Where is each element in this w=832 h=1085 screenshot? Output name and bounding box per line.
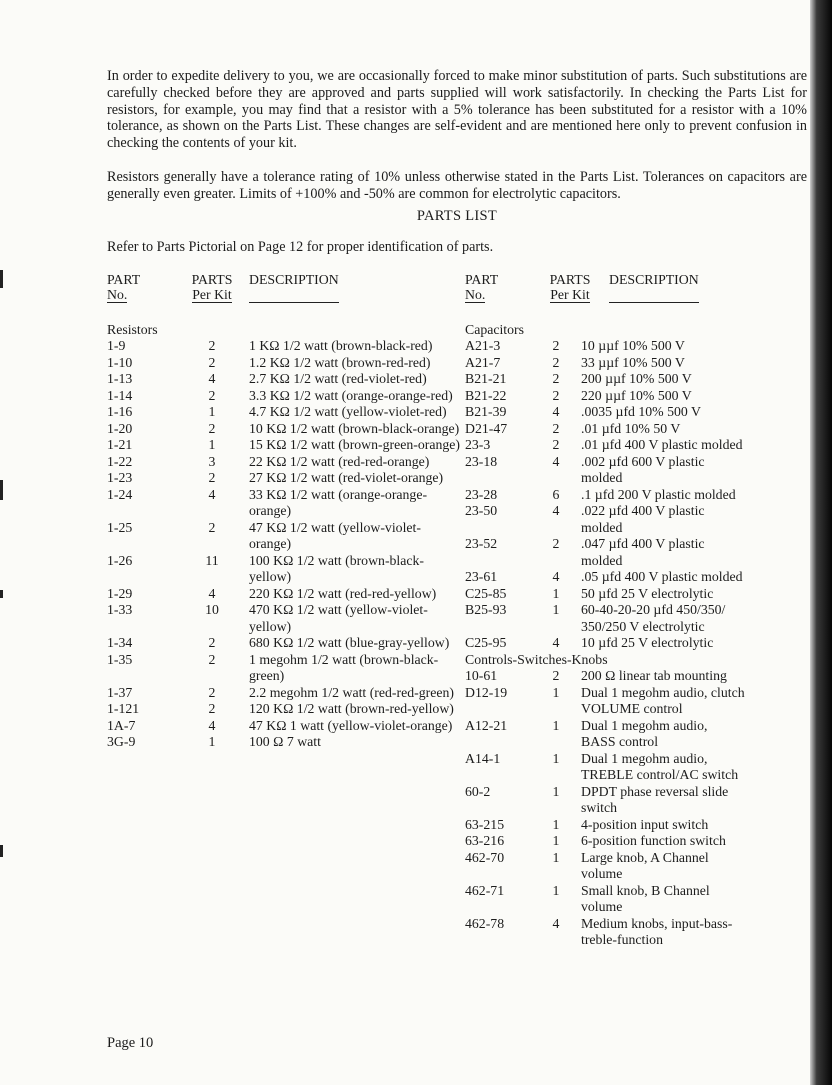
description: 1 megohm 1/2 watt (brown-black-green) <box>249 651 439 684</box>
description: 220 KΩ 1/2 watt (red-red-yellow) <box>249 585 437 601</box>
description-line: TREBLE control/AC switch <box>581 767 739 783</box>
parts-per-kit: 4 <box>552 404 560 420</box>
table-row <box>465 355 810 372</box>
scan-edge-shadow <box>810 0 832 1085</box>
scan-artifact <box>0 845 3 857</box>
description <box>581 883 810 916</box>
scan-artifact <box>0 270 3 288</box>
description-line: treble-function <box>581 932 663 948</box>
description-line: 220 µµf 10% 500 V <box>581 387 692 403</box>
part-number: 462-70 <box>465 849 505 865</box>
parts-per-kit: 2 <box>208 338 216 354</box>
parts-per-kit: 2 <box>552 338 560 354</box>
section-heading: Capacitors <box>465 321 525 337</box>
parts-per-kit: 2 <box>552 536 560 552</box>
description: 100 Ω 7 watt <box>249 734 321 750</box>
parts-per-kit: 4 <box>208 585 216 601</box>
parts-per-kit: 1 <box>552 783 560 799</box>
description <box>581 437 810 454</box>
description-line: 6-position function switch <box>581 833 726 849</box>
table-row <box>465 718 810 751</box>
description: 2.2 megohm 1/2 watt (red-red-green) <box>249 684 454 700</box>
parts-per-kit: 1 <box>552 882 560 898</box>
part-number: C25-85 <box>465 585 507 601</box>
table-row <box>465 784 810 817</box>
table-row <box>465 338 810 355</box>
table-row <box>107 652 462 685</box>
part-number: 23-28 <box>465 486 498 502</box>
parts-per-kit: 1 <box>552 750 560 766</box>
part-number: 1A-7 <box>107 717 136 733</box>
part-number: 462-78 <box>465 915 505 931</box>
table-row <box>465 635 810 652</box>
description-line: .002 µfd 600 V plastic <box>581 453 705 469</box>
table-row <box>107 701 462 718</box>
part-number: 1-23 <box>107 470 133 486</box>
description-line: .047 µfd 400 V plastic <box>581 536 705 552</box>
description-line: Dual 1 megohm audio, <box>581 717 708 733</box>
description <box>581 388 810 405</box>
description-line: molded <box>581 519 623 535</box>
part-number: 23-52 <box>465 536 498 552</box>
parts-per-kit: 2 <box>552 387 560 403</box>
parts-per-kit: 1 <box>552 602 560 618</box>
table-row <box>107 470 462 487</box>
description-line: DPDT phase reversal slide <box>581 783 729 799</box>
table-row <box>465 454 810 487</box>
parts-per-kit: 4 <box>552 453 560 469</box>
description-line: 10 µfd 25 V electrolytic <box>581 635 714 651</box>
table-row <box>465 586 810 603</box>
description: 3.3 KΩ 1/2 watt (orange-orange-red) <box>249 387 453 403</box>
table-row <box>107 520 462 553</box>
part-number: A14-1 <box>465 750 501 766</box>
control-rows <box>465 668 810 949</box>
part-number: 1-22 <box>107 453 133 469</box>
refer-note: Refer to Parts Pictorial on Page 12 for proper identification of parts. <box>107 238 494 255</box>
parts-per-kit: 1 <box>552 849 560 865</box>
parts-per-kit: 2 <box>208 387 216 403</box>
table-row <box>465 751 810 784</box>
part-number: 1-33 <box>107 602 133 618</box>
description: 470 KΩ 1/2 watt (yellow-violet-yellow) <box>249 602 428 634</box>
description: 10 KΩ 1/2 watt (brown-black-orange) <box>249 420 460 436</box>
part-number: 462-71 <box>465 882 505 898</box>
part-number: 1-26 <box>107 552 133 568</box>
section-resistors <box>107 322 462 751</box>
parts-per-kit: 2 <box>208 519 216 535</box>
part-number: 63-216 <box>465 833 505 849</box>
part-number: 1-14 <box>107 387 133 403</box>
parts-per-kit: 1 <box>208 437 216 453</box>
description-line: 350/250 V electrolytic <box>581 618 705 634</box>
section-heading: Controls-Switches-Knobs <box>465 651 608 667</box>
description: 100 KΩ 1/2 watt (brown-black-yellow) <box>249 552 425 585</box>
table-row <box>465 850 810 883</box>
parts-per-kit: 4 <box>552 915 560 931</box>
header-description: DESCRIPTION <box>609 272 699 303</box>
part-number: 23-18 <box>465 453 498 469</box>
table-row <box>107 437 462 454</box>
part-number: 1-9 <box>107 338 126 354</box>
description <box>581 784 810 817</box>
description-line: volume <box>581 899 623 915</box>
description <box>581 487 810 504</box>
part-number: 1-10 <box>107 354 133 370</box>
table-row <box>107 388 462 405</box>
part-number: 1-121 <box>107 701 140 717</box>
description <box>581 404 810 421</box>
header-part: PART No. <box>107 271 141 302</box>
description: 22 KΩ 1/2 watt (red-red-orange) <box>249 453 430 469</box>
description: 33 KΩ 1/2 watt (orange-orange-orange) <box>249 486 428 519</box>
part-number: 63-215 <box>465 816 505 832</box>
part-number: D12-19 <box>465 684 508 700</box>
part-number: B25-93 <box>465 602 507 618</box>
table-row <box>107 454 462 471</box>
table-row <box>107 635 462 652</box>
description-line: 50 µfd 25 V electrolytic <box>581 585 714 601</box>
table-row <box>465 685 810 718</box>
intro-paragraph-2: Resistors generally have a tolerance rating of 10% unless otherwise stated in the Parts List. Tolerances on capacitors are generally even greater. Limits of +100% and -50% are common for electrolytic capacitors. <box>107 168 807 202</box>
parts-per-kit: 4 <box>208 486 216 502</box>
table-row <box>107 553 462 586</box>
description <box>581 718 810 751</box>
description <box>581 635 810 652</box>
description <box>581 569 810 586</box>
parts-table <box>107 272 807 1012</box>
table-row <box>465 503 810 536</box>
description <box>581 355 810 372</box>
description: 47 KΩ 1/2 watt (yellow-violet-orange) <box>249 519 421 552</box>
description <box>581 850 810 883</box>
parts-per-kit: 6 <box>552 486 560 502</box>
table-row <box>465 437 810 454</box>
parts-per-kit: 1 <box>208 404 216 420</box>
description-line: .022 µfd 400 V plastic <box>581 503 705 519</box>
description <box>581 338 810 355</box>
part-number: 1-20 <box>107 420 133 436</box>
description-line: .05 µfd 400 V plastic molded <box>581 569 743 585</box>
description: 1 KΩ 1/2 watt (brown-black-red) <box>249 338 433 354</box>
description-line: BASS control <box>581 734 659 750</box>
parts-per-kit: 1 <box>552 833 560 849</box>
table-row <box>107 718 462 735</box>
description-line: 33 µµf 10% 500 V <box>581 354 685 370</box>
description <box>581 685 810 718</box>
table-row <box>107 685 462 702</box>
table-row <box>465 668 810 685</box>
table-row <box>107 734 462 751</box>
part-number: A21-3 <box>465 338 501 354</box>
part-number: B21-21 <box>465 371 507 387</box>
part-number: 23-61 <box>465 569 498 585</box>
table-row <box>465 371 810 388</box>
part-number: 1-25 <box>107 519 133 535</box>
description-line: 200 Ω linear tab mounting <box>581 668 727 684</box>
table-row <box>107 355 462 372</box>
table-row <box>465 817 810 834</box>
part-number: 1-34 <box>107 635 133 651</box>
description <box>581 817 810 834</box>
description <box>581 454 810 487</box>
description <box>581 371 810 388</box>
parts-per-kit: 4 <box>208 371 216 387</box>
header-part: PART No. <box>465 271 499 302</box>
description-line: Dual 1 megohm audio, <box>581 750 708 766</box>
part-number: 1-35 <box>107 651 133 667</box>
intro-paragraph-1: In order to expedite delivery to you, we are occasionally forced to make minor substitution of parts. Such substitutions are carefully checked before they are approved and parts supplied will work satisfactorily. In checking the Parts List for resistors, for example, you may find that a resistor with a 5% tolerance has been substituted for a resistor with a 10% tolerance, as shown on the Parts List. These changes are self-evident and are mentioned here only to prevent confusion in checking the contents of your kit. <box>107 68 807 152</box>
parts-per-kit: 3 <box>208 453 216 469</box>
description: 27 KΩ 1/2 watt (red-violet-orange) <box>249 470 444 486</box>
description-line: switch <box>581 800 618 816</box>
part-number: 3G-9 <box>107 734 136 750</box>
parts-per-kit: 2 <box>208 651 216 667</box>
description <box>581 536 810 569</box>
parts-per-kit: 2 <box>552 420 560 436</box>
parts-per-kit: 1 <box>552 684 560 700</box>
description: 680 KΩ 1/2 watt (blue-gray-yellow) <box>249 635 450 651</box>
part-number: 60-2 <box>465 783 491 799</box>
part-number: A21-7 <box>465 354 501 370</box>
table-row <box>107 371 462 388</box>
part-number: 1-29 <box>107 585 133 601</box>
parts-list-title: PARTS LIST <box>416 207 498 224</box>
description-line: Medium knobs, input-bass- <box>581 915 733 931</box>
parts-per-kit: 2 <box>552 371 560 387</box>
header-description: DESCRIPTION <box>249 272 462 303</box>
description <box>581 421 810 438</box>
description: 15 KΩ 1/2 watt (brown-green-orange) <box>249 437 461 453</box>
description <box>581 916 810 949</box>
parts-per-kit: 2 <box>208 635 216 651</box>
part-number: 1-24 <box>107 486 133 502</box>
description <box>581 833 810 850</box>
parts-per-kit: 1 <box>552 816 560 832</box>
description-line: Small knob, B Channel <box>581 882 710 898</box>
section-capacitors <box>465 322 810 652</box>
table-row <box>107 421 462 438</box>
parts-per-kit: 1 <box>552 585 560 601</box>
table-row <box>465 536 810 569</box>
header-parts-per-kit: PARTS Per Kit <box>549 271 591 302</box>
parts-per-kit: 2 <box>208 701 216 717</box>
parts-per-kit: 4 <box>552 503 560 519</box>
parts-per-kit: 1 <box>208 734 216 750</box>
table-row <box>107 338 462 355</box>
description: 2.7 KΩ 1/2 watt (red-violet-red) <box>249 371 427 387</box>
parts-per-kit: 2 <box>552 354 560 370</box>
part-number: A12-21 <box>465 717 508 733</box>
section-heading: Resistors <box>107 321 158 337</box>
table-row <box>465 883 810 916</box>
description-line: .01 µfd 400 V plastic molded <box>581 437 743 453</box>
description-line: 10 µµf 10% 500 V <box>581 338 685 354</box>
table-row <box>465 569 810 586</box>
description-line: 4-position input switch <box>581 816 709 832</box>
header-parts-per-kit: PARTS Per Kit <box>191 271 233 302</box>
part-number: B21-22 <box>465 387 507 403</box>
part-number: B21-39 <box>465 404 507 420</box>
table-row <box>107 586 462 603</box>
part-number: 23-3 <box>465 437 491 453</box>
part-number: 1-37 <box>107 684 133 700</box>
parts-per-kit: 2 <box>208 420 216 436</box>
description: 1.2 KΩ 1/2 watt (brown-red-red) <box>249 354 431 370</box>
description-line: Large knob, A Channel <box>581 849 709 865</box>
description-line: molded <box>581 470 623 486</box>
description-line: .01 µfd 10% 50 V <box>581 420 681 436</box>
parts-column-left <box>107 272 462 751</box>
table-header-left <box>107 272 462 308</box>
parts-per-kit: 2 <box>552 668 560 684</box>
parts-per-kit: 10 <box>205 602 219 618</box>
part-number: D21-47 <box>465 420 508 436</box>
parts-per-kit: 2 <box>208 684 216 700</box>
parts-per-kit: 4 <box>208 717 216 733</box>
scan-artifact <box>0 480 3 500</box>
scan-artifact <box>0 590 3 598</box>
description: 47 KΩ 1 watt (yellow-violet-orange) <box>249 717 453 733</box>
part-number: 1-16 <box>107 404 133 420</box>
section-controls <box>465 652 810 949</box>
table-row <box>107 404 462 421</box>
description-line: .0035 µfd 10% 500 V <box>581 404 701 420</box>
parts-per-kit: 11 <box>205 552 219 568</box>
part-number: 10-61 <box>465 668 498 684</box>
description: 120 KΩ 1/2 watt (brown-red-yellow) <box>249 701 454 717</box>
parts-per-kit: 2 <box>208 354 216 370</box>
part-number: 1-13 <box>107 371 133 387</box>
parts-per-kit: 2 <box>208 470 216 486</box>
parts-per-kit: 4 <box>552 635 560 651</box>
parts-column-right <box>465 272 810 949</box>
description <box>581 668 810 685</box>
description <box>581 503 810 536</box>
description-line: VOLUME control <box>581 701 683 717</box>
description-line: molded <box>581 552 623 568</box>
description <box>581 602 810 635</box>
description <box>581 751 810 784</box>
part-number: 23-50 <box>465 503 498 519</box>
document-page <box>107 68 807 1012</box>
table-row <box>465 404 810 421</box>
table-row <box>465 421 810 438</box>
table-row <box>465 388 810 405</box>
table-row <box>465 602 810 635</box>
description-line: volume <box>581 866 623 882</box>
description-line: 200 µµf 10% 500 V <box>581 371 692 387</box>
table-row <box>465 487 810 504</box>
page-number: Page 10 <box>107 1035 154 1051</box>
part-number: 1-21 <box>107 437 133 453</box>
part-number: C25-95 <box>465 635 507 651</box>
description: 4.7 KΩ 1/2 watt (yellow-violet-red) <box>249 404 447 420</box>
description-line: 60-40-20-20 µfd 450/350/ <box>581 602 726 618</box>
table-row <box>107 487 462 520</box>
table-row <box>465 916 810 949</box>
table-row <box>107 602 462 635</box>
capacitor-rows <box>465 338 810 652</box>
table-row <box>465 833 810 850</box>
resistor-rows <box>107 338 462 751</box>
description <box>581 586 810 603</box>
parts-per-kit: 1 <box>552 717 560 733</box>
parts-per-kit: 2 <box>552 437 560 453</box>
table-header-right <box>465 272 810 308</box>
description-line: Dual 1 megohm audio, clutch <box>581 684 745 700</box>
description-line: .1 µfd 200 V plastic molded <box>581 486 736 502</box>
parts-per-kit: 4 <box>552 569 560 585</box>
